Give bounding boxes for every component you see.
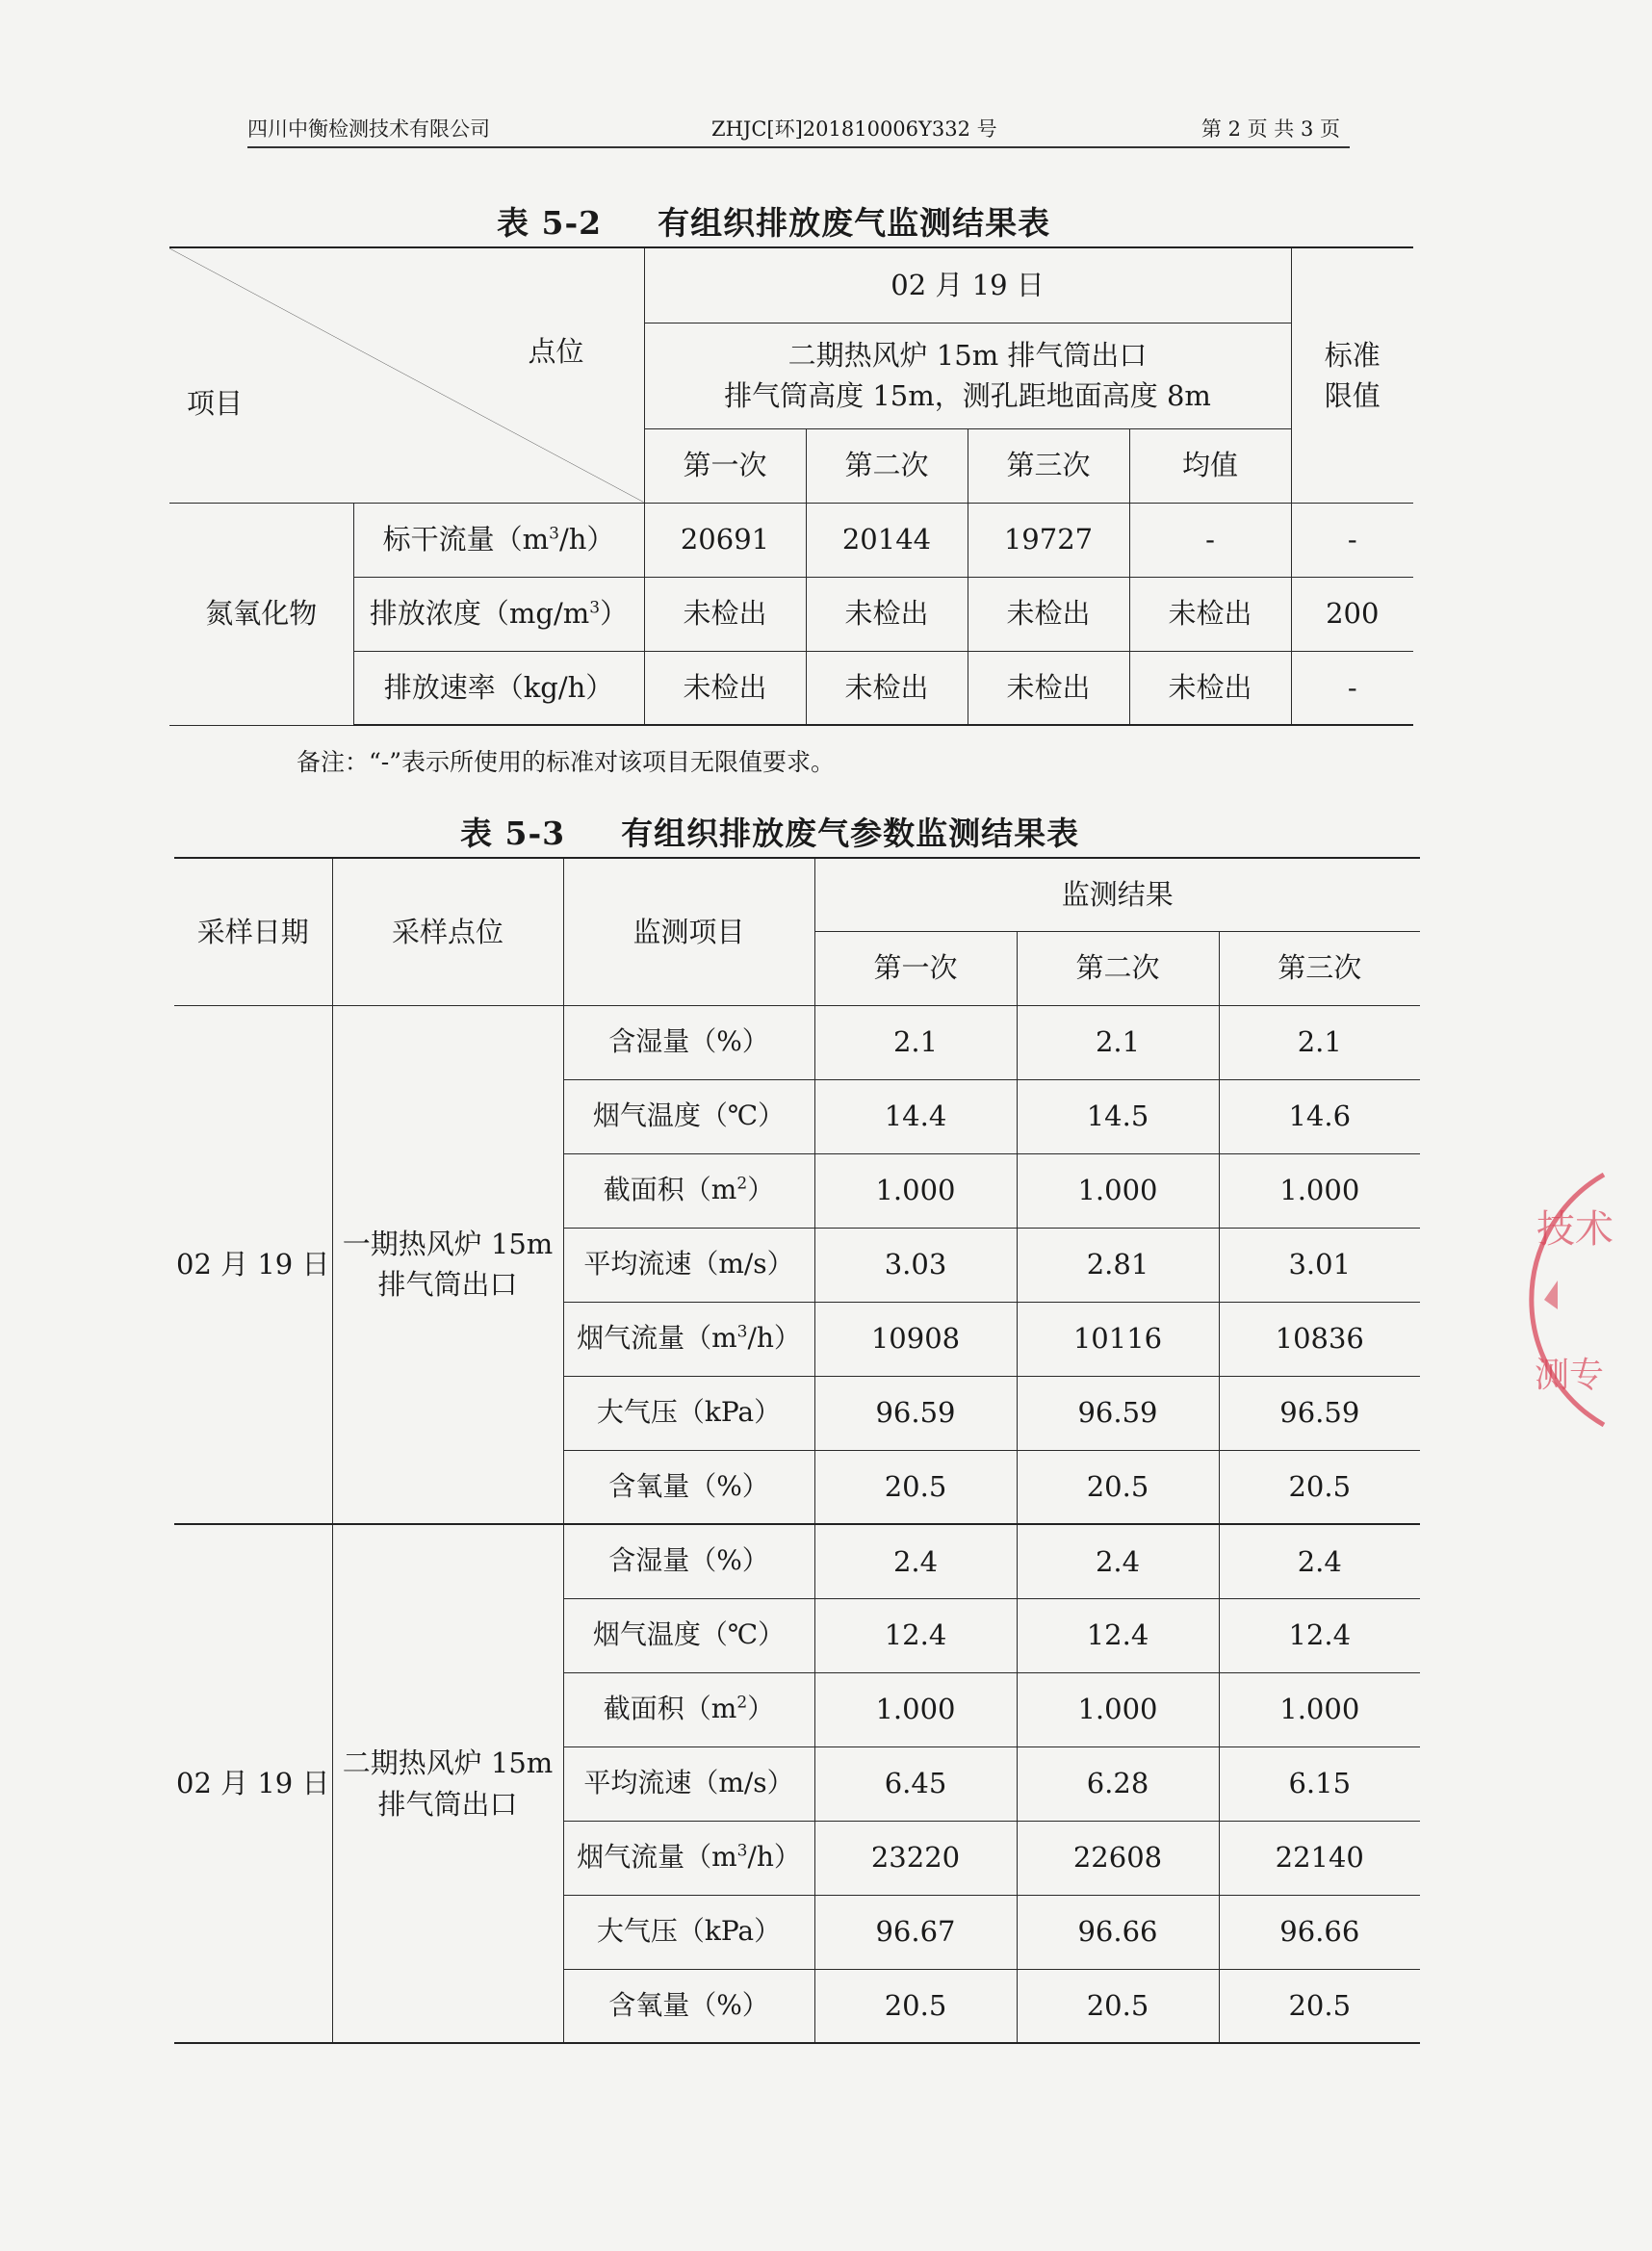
avg-cell: 未检出 [1129, 577, 1291, 651]
stamp-text-bottom: 测专 [1535, 1356, 1605, 1395]
table-5-3-number: 表 5-3 [460, 815, 566, 852]
item-text: 平均流速（m/s） [583, 1767, 794, 1799]
item-text: 大气压（kPa） [596, 1915, 782, 1948]
limit-cell: - [1291, 503, 1413, 577]
item-text: 含氧量（%） [608, 1469, 769, 1502]
item-text: 烟气流量（m [577, 1322, 737, 1355]
value-cell: 96.59 [814, 1376, 1017, 1450]
item-text: 烟气流量（m [577, 1841, 737, 1874]
item-text-end: /h） [747, 1841, 801, 1874]
value-cell: 96.59 [1017, 1376, 1219, 1450]
site-line1: 二期热风炉 15m [342, 1746, 554, 1780]
table-row [169, 503, 1413, 577]
value-cell: 2.4 [1017, 1524, 1219, 1598]
value-cell: 10116 [1017, 1302, 1219, 1376]
value-cell: 20.5 [1017, 1450, 1219, 1524]
monitoring-item-cell [563, 1821, 814, 1895]
stamp-text-top: 技术 [1536, 1207, 1613, 1252]
diagonal-label-location: 点位 [528, 335, 584, 368]
value-cell: 14.5 [1017, 1079, 1219, 1153]
standard-limit-line1: 标准 [1324, 338, 1381, 372]
sampling-date-cell: 02 月 19 日 [174, 1524, 332, 2043]
sampling-date: 02 月 19 日 [644, 247, 1291, 323]
value-cell: 3.01 [1219, 1228, 1420, 1302]
table-5-2-number: 表 5-2 [497, 204, 603, 242]
value-cell: 2.1 [814, 1005, 1017, 1079]
value-cell: 6.45 [814, 1746, 1017, 1821]
value-cell: 22140 [1219, 1821, 1420, 1895]
table-row [169, 577, 1413, 651]
table-5-2 [169, 246, 1413, 726]
value-cell: 23220 [814, 1821, 1017, 1895]
diagonal-label-item: 项目 [187, 387, 244, 420]
sampling-site-cell [332, 1524, 563, 2043]
row-label [353, 577, 644, 651]
page-number: 第 2 页 共 3 页 [1200, 117, 1340, 141]
header-sampling-date: 采样日期 [174, 858, 332, 1005]
value-cell: 未检出 [968, 577, 1129, 651]
item-sup: 3 [736, 1322, 748, 1342]
value-cell: 12.4 [814, 1598, 1017, 1672]
value-cell: 19727 [968, 503, 1129, 577]
col-header-3: 第三次 [1219, 931, 1420, 1005]
limit-cell: - [1291, 651, 1413, 725]
row-label-text: 排放浓度（mg/m [369, 597, 590, 631]
row-label-sup: 3 [549, 524, 559, 544]
diagonal-header-cell [169, 247, 644, 503]
sampling-location [644, 323, 1291, 428]
value-cell: 10908 [814, 1302, 1017, 1376]
value-cell: 20144 [806, 503, 968, 577]
table-5-2-title [497, 198, 1050, 244]
header-sampling-site: 采样点位 [332, 858, 563, 1005]
item-sup: 2 [736, 1174, 748, 1194]
report-number: ZHJC[环]201810006Y332 号 [711, 117, 997, 141]
item-text: 烟气温度（℃） [592, 1100, 786, 1132]
monitoring-item-cell [563, 1969, 814, 2043]
table-row [174, 1005, 1420, 1079]
site-line1: 一期热风炉 15m [342, 1228, 554, 1261]
value-cell: 10836 [1219, 1302, 1420, 1376]
limit-cell: 200 [1291, 577, 1413, 651]
item-text: 平均流速（m/s） [583, 1248, 794, 1281]
col-header-1: 第一次 [644, 428, 806, 503]
avg-cell: - [1129, 503, 1291, 577]
value-cell: 6.15 [1219, 1746, 1420, 1821]
sampling-site-cell [332, 1005, 563, 1524]
header-monitoring-result: 监测结果 [814, 858, 1420, 931]
value-cell: 未检出 [806, 651, 968, 725]
location-line2: 排气筒高度 15m，测孔距地面高度 8m [724, 379, 1211, 412]
value-cell: 1.000 [1017, 1153, 1219, 1228]
value-cell: 1.000 [1219, 1672, 1420, 1746]
table-row [169, 651, 1413, 725]
value-cell: 2.81 [1017, 1228, 1219, 1302]
col-header-2: 第二次 [1017, 931, 1219, 1005]
col-header-avg: 均值 [1129, 428, 1291, 503]
site-line2: 排气筒出口 [377, 1787, 518, 1821]
value-cell: 22608 [1017, 1821, 1219, 1895]
value-cell: 20.5 [1219, 1450, 1420, 1524]
monitoring-item-cell [563, 1672, 814, 1746]
value-cell: 1.000 [814, 1672, 1017, 1746]
row-label [353, 503, 644, 577]
avg-cell: 未检出 [1129, 651, 1291, 725]
monitoring-item-cell [563, 1598, 814, 1672]
row-label-end: /h） [558, 523, 615, 556]
value-cell: 未检出 [806, 577, 968, 651]
company-name: 四川中衡检测技术有限公司 [247, 117, 490, 141]
value-cell: 3.03 [814, 1228, 1017, 1302]
col-header-2: 第二次 [806, 428, 968, 503]
row-label [353, 651, 644, 725]
value-cell: 20.5 [814, 1969, 1017, 2043]
item-text: 含湿量（%） [608, 1025, 769, 1058]
value-cell: 96.59 [1219, 1376, 1420, 1450]
header-monitoring-item: 监测项目 [563, 858, 814, 1005]
value-cell: 96.66 [1219, 1895, 1420, 1969]
item-text: 含湿量（%） [608, 1544, 769, 1577]
monitoring-item-cell [563, 1228, 814, 1302]
table-5-2-note: 备注：“-”表示所使用的标准对该项目无限值要求。 [297, 748, 836, 776]
value-cell: 2.1 [1017, 1005, 1219, 1079]
item-text: 烟气温度（℃） [592, 1618, 786, 1651]
value-cell: 20691 [644, 503, 806, 577]
row-label-sup: 3 [589, 598, 601, 618]
row-label-text: 标干流量（m [382, 523, 550, 556]
table-5-3-caption: 有组织排放废气参数监测结果表 [621, 815, 1080, 852]
pollutant-name: 氮氧化物 [169, 503, 353, 725]
table-5-2-caption: 有组织排放废气监测结果表 [658, 204, 1051, 242]
table-5-3-title [460, 809, 1079, 854]
value-cell: 12.4 [1017, 1598, 1219, 1672]
item-text-end: ） [747, 1693, 775, 1725]
monitoring-item-cell [563, 1302, 814, 1376]
monitoring-item-cell [563, 1450, 814, 1524]
monitoring-item-cell [563, 1079, 814, 1153]
value-cell: 20.5 [1017, 1969, 1219, 2043]
row-label-text: 排放速率（kg/h） [383, 671, 614, 705]
standard-limit-header [1291, 247, 1413, 503]
page-header [247, 114, 1350, 148]
table-5-3 [174, 857, 1420, 2044]
item-text: 截面积（m [603, 1693, 737, 1725]
item-text: 截面积（m [603, 1174, 737, 1206]
value-cell: 20.5 [814, 1450, 1017, 1524]
col-header-1: 第一次 [814, 931, 1017, 1005]
item-sup: 2 [736, 1693, 748, 1713]
item-text-end: ） [747, 1174, 775, 1206]
value-cell: 96.66 [1017, 1895, 1219, 1969]
table-row [174, 1524, 1420, 1598]
monitoring-item-cell [563, 1746, 814, 1821]
monitoring-item-cell [563, 1005, 814, 1079]
value-cell: 1.000 [1219, 1153, 1420, 1228]
value-cell: 2.4 [814, 1524, 1017, 1598]
value-cell: 1.000 [1017, 1672, 1219, 1746]
value-cell: 12.4 [1219, 1598, 1420, 1672]
value-cell: 1.000 [814, 1153, 1017, 1228]
site-line2: 排气筒出口 [377, 1268, 518, 1302]
sampling-date-cell: 02 月 19 日 [174, 1005, 332, 1524]
monitoring-item-cell [563, 1895, 814, 1969]
value-cell: 20.5 [1219, 1969, 1420, 2043]
value-cell: 未检出 [968, 651, 1129, 725]
standard-limit-line2: 限值 [1324, 378, 1381, 412]
monitoring-item-cell [563, 1524, 814, 1598]
red-seal-stamp [1508, 1136, 1652, 1454]
monitoring-item-cell [563, 1376, 814, 1450]
value-cell: 2.4 [1219, 1524, 1420, 1598]
row-label-end: ） [600, 597, 629, 631]
col-header-3: 第三次 [968, 428, 1129, 503]
value-cell: 14.4 [814, 1079, 1017, 1153]
item-text-end: /h） [747, 1322, 801, 1355]
value-cell: 14.6 [1219, 1079, 1420, 1153]
item-text: 含氧量（%） [608, 1988, 769, 2021]
value-cell: 96.67 [814, 1895, 1017, 1969]
monitoring-item-cell [563, 1153, 814, 1228]
value-cell: 未检出 [644, 577, 806, 651]
location-line1: 二期热风炉 15m 排气筒出口 [787, 338, 1148, 372]
value-cell: 6.28 [1017, 1746, 1219, 1821]
value-cell: 2.1 [1219, 1005, 1420, 1079]
item-sup: 3 [736, 1841, 748, 1861]
item-text: 大气压（kPa） [596, 1396, 782, 1429]
value-cell: 未检出 [644, 651, 806, 725]
